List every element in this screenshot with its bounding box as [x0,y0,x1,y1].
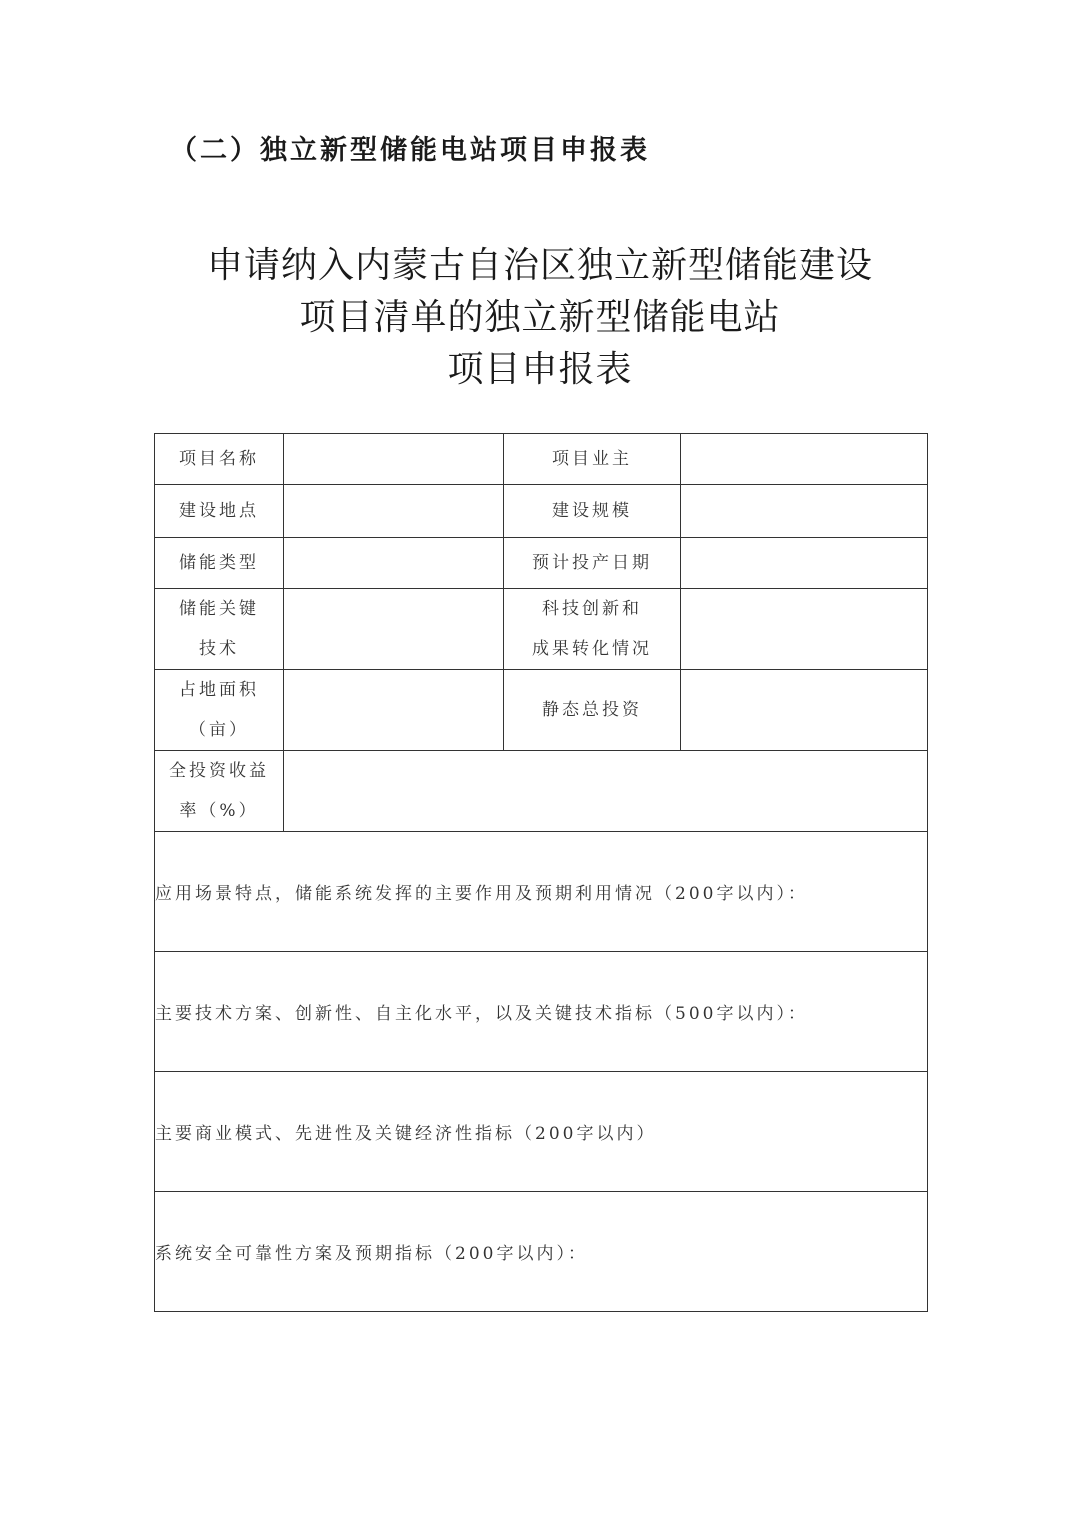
commissioning-date-label: 预计投产日期 [504,538,681,589]
storage-type-label: 储能类型 [155,538,284,589]
return-rate-label-line-2: 率（%） [179,801,259,821]
table-row [155,538,928,589]
key-tech-field[interactable] [284,589,504,670]
table-row [155,952,928,1072]
construction-scale-label: 建设规模 [504,485,681,538]
return-rate-label [155,751,284,832]
section-heading: （二）独立新型储能电站项目申报表 [170,135,650,166]
innovation-label [504,589,681,670]
key-tech-label [155,589,284,670]
table-row [155,434,928,485]
construction-site-field[interactable] [284,485,504,538]
table-row [155,485,928,538]
return-rate-label-line-1: 全投资收益 [169,761,269,781]
safety-plan-field[interactable]: 系统安全可靠性方案及预期指标（200字以内）： [155,1192,928,1312]
table-row [155,589,928,670]
project-owner-field[interactable] [681,434,928,485]
innovation-label-line-2: 成果转化情况 [532,639,652,659]
project-name-label: 项目名称 [155,434,284,485]
static-investment-label: 静态总投资 [504,670,681,751]
commissioning-date-field[interactable] [681,538,928,589]
innovation-label-line-1: 科技创新和 [542,599,642,619]
storage-type-field[interactable] [284,538,504,589]
key-tech-label-line-1: 储能关键 [179,599,259,619]
project-name-field[interactable] [284,434,504,485]
innovation-field[interactable] [681,589,928,670]
project-owner-label: 项目业主 [504,434,681,485]
title-line-2: 项目清单的独立新型储能电站 [299,297,781,338]
construction-scale-field[interactable] [681,485,928,538]
business-model-field[interactable]: 主要商业模式、先进性及关键经济性指标（200字以内） [155,1072,928,1192]
table-row [155,1192,928,1312]
table-row [155,670,928,751]
table-row [155,832,928,952]
application-form-table [154,433,928,1312]
title-line-3: 项目申报表 [447,349,633,390]
document-title [0,240,1080,396]
static-investment-field[interactable] [681,670,928,751]
land-area-field[interactable] [284,670,504,751]
technical-plan-field[interactable]: 主要技术方案、创新性、自主化水平，以及关键技术指标（500字以内）： [155,952,928,1072]
application-scenario-field[interactable]: 应用场景特点，储能系统发挥的主要作用及预期利用情况（200字以内）： [155,832,928,952]
land-area-label-line-1: 占地面积 [179,680,259,700]
land-area-label-line-2: （亩） [189,720,249,740]
table-row [155,1072,928,1192]
key-tech-label-line-2: 技术 [199,639,239,659]
table-row [155,751,928,832]
return-rate-field[interactable] [284,751,928,832]
construction-site-label: 建设地点 [155,485,284,538]
land-area-label [155,670,284,751]
title-line-1: 申请纳入内蒙古自治区独立新型储能建设 [206,245,873,286]
